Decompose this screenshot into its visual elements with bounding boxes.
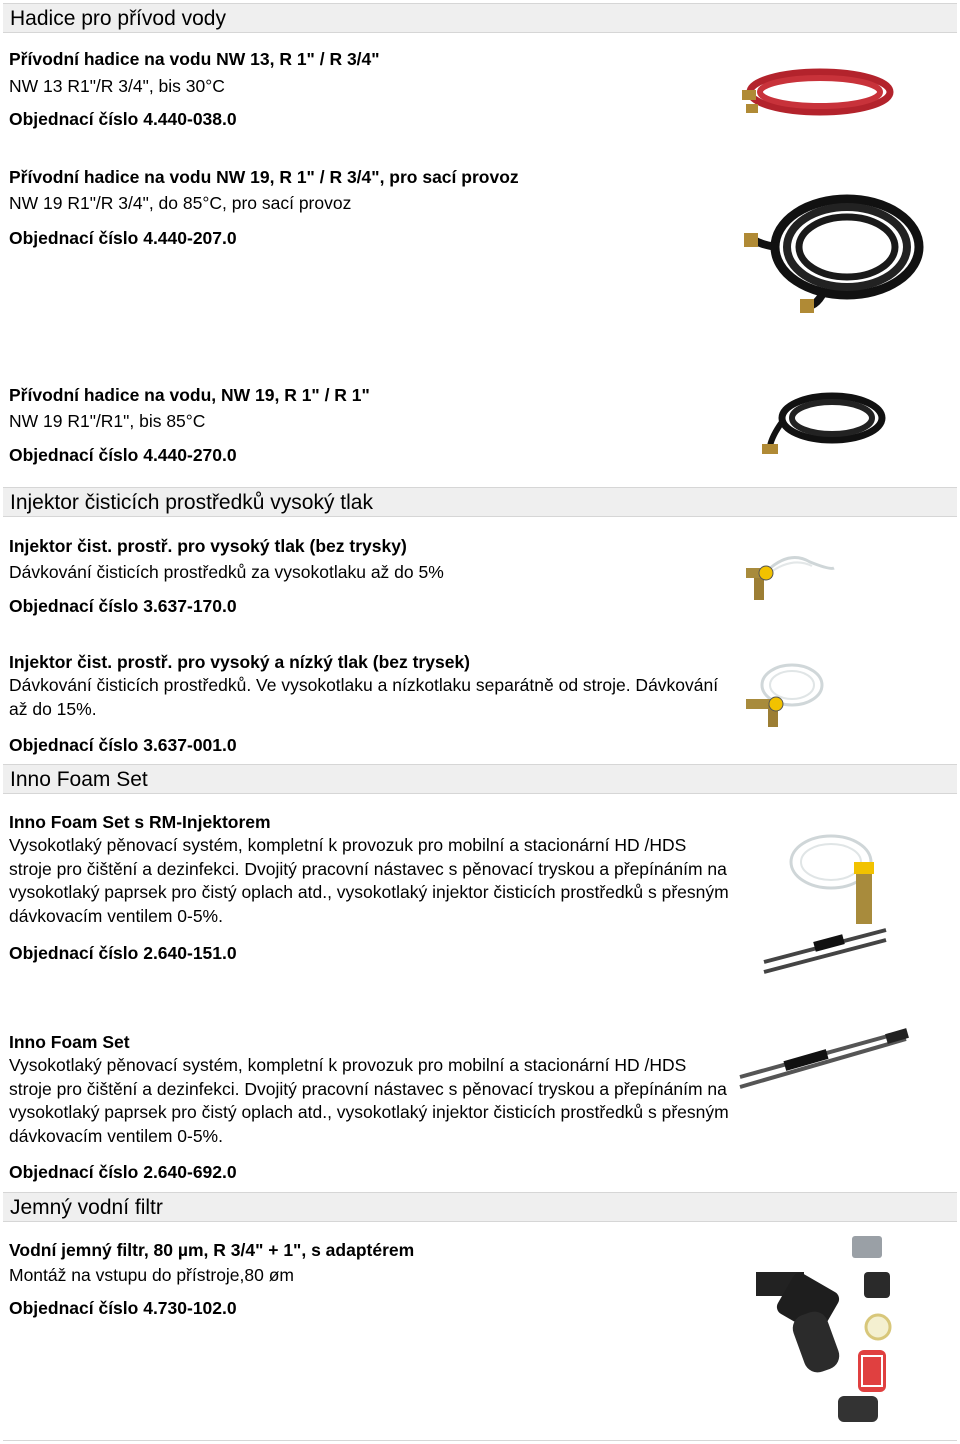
section-header-foam: [3, 764, 957, 794]
order-number: Objednací číslo 4.440-270.0: [9, 445, 237, 465]
water-filter-icon: [742, 1232, 902, 1432]
product-name: Přívodní hadice na vodu NW 13, R 1" / R 3/4": [9, 49, 380, 69]
product-description: Vysokotlaký pěnovací systém, kompletní k provozuk pro mobilní a stacionární HD /HDS stroje pro čištění a dezinfekci. Dvojitý pracovní nástavec s pěnovací tryskou a přepínáním na vysokotlaký paprsek pro čistý oplach atd., vysokotlaký injektor čisticích prostředků s přesným dávkovacím ventilem 0-5%.: [9, 1055, 729, 1146]
product-description: Montáž na vstupu do přístroje,80 øm: [9, 1265, 294, 1285]
section-header-filter: [3, 1192, 957, 1222]
section-header-hoses: [3, 3, 957, 33]
product-name: Injektor čist. prostř. pro vysoký tlak (bez trysky): [9, 536, 407, 556]
product-description: Dávkování čisticích prostředků. Ve vysokotlaku a nízkotlaku separátně od stroje. Dávkování až do 15%.: [9, 675, 719, 719]
product-description: NW 13 R1"/R 3/4", bis 30°C: [9, 76, 225, 96]
divider: [3, 1010, 957, 1011]
red-hose-icon: [738, 62, 898, 122]
product-name: Přívodní hadice na vodu, NW 19, R 1" / R 1": [9, 385, 370, 405]
section-title: Inno Foam Set: [10, 768, 148, 791]
product-name: Inno Foam Set: [9, 1032, 130, 1052]
product-description: NW 19 R1"/R 3/4", do 85°C, pro sací provoz: [9, 193, 352, 213]
product-description: Vysokotlaký pěnovací systém, kompletní k provozuk pro mobilní a stacionární HD /HDS stroje pro čištění a dezinfekci. Dvojitý pracovní nástavec s pěnovací tryskou a přepínáním na vysokotlaký paprsek pro čistý oplach atd., vysokotlaký injektor čisticích prostředků s přesným dávkovacím ventilem 0-5%.: [9, 835, 729, 926]
order-number: Objednací číslo 3.637-001.0: [9, 735, 237, 755]
bottom-divider: [3, 1440, 957, 1441]
order-number: Objednací číslo 4.440-038.0: [9, 109, 237, 129]
order-number: Objednací číslo 4.440-207.0: [9, 228, 237, 248]
order-number: Objednací číslo 2.640-692.0: [9, 1162, 237, 1182]
foam-lance-icon: [736, 1025, 916, 1095]
section-title: Hadice pro přívod vody: [10, 7, 226, 30]
section-title: Jemný vodní filtr: [10, 1196, 163, 1219]
order-number: Objednací číslo 2.640-151.0: [9, 943, 237, 963]
section-header-injectors: [3, 487, 957, 517]
product-name: Přívodní hadice na vodu NW 19, R 1" / R 3/4", pro sací provoz: [9, 167, 519, 187]
product-description: Dávkování čisticích prostředků za vysokotlaku až do 5%: [9, 562, 444, 582]
product-name: Inno Foam Set s RM-Injektorem: [9, 812, 271, 832]
order-number: Objednací číslo 4.730-102.0: [9, 1298, 237, 1318]
section-title: Injektor čisticích prostředků vysoký tlak: [10, 491, 373, 514]
product-description: NW 19 R1"/R1", bis 85°C: [9, 411, 206, 431]
black-hose-small-icon: [752, 388, 892, 458]
product-name: Vodní jemný filtr, 80 µm, R 3/4" + 1", s adaptérem: [9, 1240, 415, 1260]
injector-low-high-icon: [740, 655, 830, 750]
foam-set-injector-icon: [756, 822, 906, 977]
injector-icon: [740, 540, 840, 608]
order-number: Objednací číslo 3.637-170.0: [9, 596, 237, 616]
black-hose-large-icon: [742, 185, 932, 320]
product-name: Injektor čist. prostř. pro vysoký a nízký tlak (bez trysek): [9, 652, 470, 672]
